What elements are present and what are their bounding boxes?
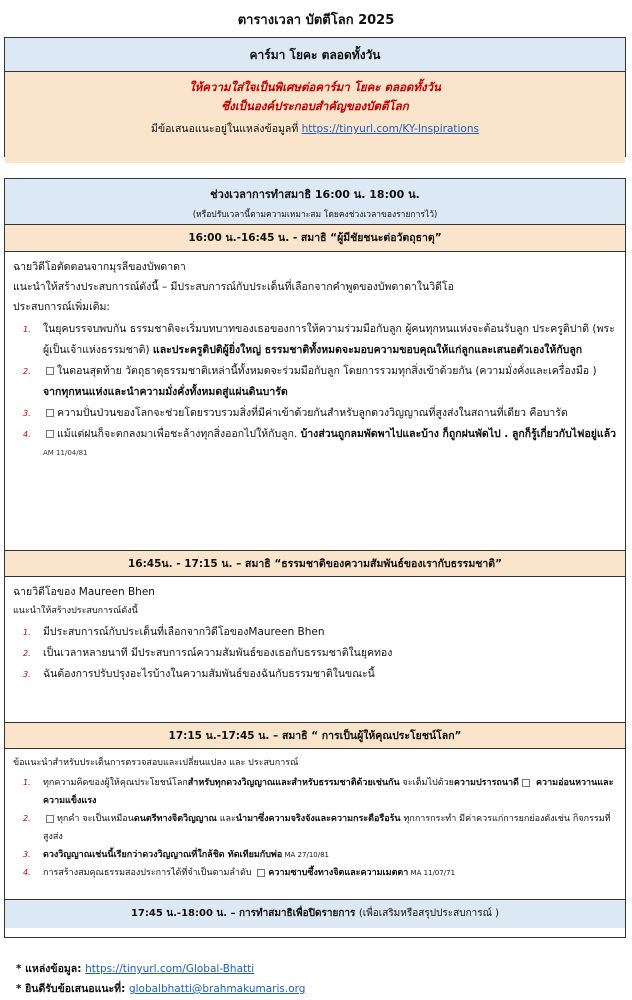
list-item: 2. เป็นเวลาหลายนาที มีประสบการณ์ความสัมพันธ์ของเธอกับธรรมชาติในยุคทอง	[23, 647, 393, 659]
list-item: 2. ทุกคำ จะเป็นเหมือนดนตรีทางจิตวิญญาณ และนำมาซึ่งความจริงจังและความกระตือรือร้น ทุกการกระทำ มีค่าควรแก่การยกย่องดังเช่น กิจกรรมที่สูงส่ง	[23, 814, 611, 842]
list-item: 4. แม้แต่ฝนก็จะตกลงมาเพื่อชะล้างทุกสิ่งออกไปให้กับลูก. บ้างส่วนถูกลมพัดพาไปและบ้าง ก็ถูกฝนพัดไป . ลูกก็รู้เกี่ยวกับไฟอยู่แล้ว	[23, 428, 617, 440]
section-1-note: AM 11/04/81	[43, 449, 88, 457]
footer-sources	[16, 960, 254, 977]
checkbox-icon	[46, 409, 54, 417]
checkbox-icon	[257, 869, 265, 877]
source-label: มีข้อเสนอแนะอยู่ในแหล่งข้อมูลที่	[151, 123, 299, 135]
list-item: 2. ในตอนสุดท้าย วัตถุธาตุธรรมชาติเหล่านี้ทั้งหมดจะร่วมมือกับลูก โดยการรวมทุกสิ่งเข้าด้วยกัน (ความมั่งคั่งและเครื่องมือ ) จากทุกหนแห่งและนำความมั่งคั่งทั้งหมดสู่แผ่นดินบารัต	[23, 365, 597, 398]
list-item: 3. ดวงวิญญาณเช่นนี้เรียกว่าดวงวิญญาณที่ใกล้ชิด ทัดเทียมกับพ่อ MA 27/10/81	[23, 850, 329, 860]
karma-yoga-body	[5, 72, 625, 163]
checkbox-icon	[46, 430, 54, 438]
section-1-body	[5, 252, 625, 550]
checkbox-icon	[46, 815, 54, 823]
page-title: ตารางเวลา บัตตีโลก 2025	[237, 13, 395, 28]
closing-session	[5, 899, 625, 928]
ky-inspirations-link[interactable]: https://tinyurl.com/KY-Inspirations	[301, 123, 479, 135]
closing-note: (เพื่อเสริมหรือสรุปประสบการณ์ )	[358, 908, 500, 919]
section-1-intro-3: ประสบการณ์เพิ่มเติม:	[13, 301, 110, 313]
closing-title: 17:45 น.-18:00 น. – การทำสมาธิเพื่อปิดรายการ	[130, 908, 356, 919]
section-2-intro-1: ฉายวิดีโอของ Maureen Bhen	[13, 586, 155, 598]
feedback-email-link[interactable]: globalbhatti@brahmakumaris.org	[128, 983, 306, 995]
section-3-list	[13, 774, 617, 882]
section-1-intro-2: แนะนำให้สร้างประสบการณ์ดังนี้ – มีประสบการณ์กับประเด็นที่เลือกจากคำพูดของบัพดาดาในวิดีโอ	[13, 281, 454, 293]
section-1-intro-1: ฉายวิดีโอตัดตอนจากมุรลีของบัพดาดา	[13, 261, 186, 273]
source-line	[5, 120, 625, 137]
list-item: 4. การสร้างสมคุณธรรมสองประการได้ที่จำเป็นตามลำดับ ความซาบซึ้งทางจิตและความเมตตา MA 11/07/71	[23, 868, 456, 878]
focus-line-1: ให้ความใส่ใจเป็นพิเศษต่อคาร์มา โยคะ ตลอดทั้งวัน	[189, 80, 441, 94]
list-item: 1. มีประสบการณ์กับประเด็นที่เลือกจากวิดีโอของMaureen Bhen	[23, 626, 325, 638]
section-1-header: 16:00 น.-16:45 น. - สมาธิ “ผู้มีชัยชนะต่อวัตถุธาตุ”	[5, 225, 625, 252]
footer-feedback	[16, 980, 305, 997]
focus-line-2: ซึ่งเป็นองค์ประกอบสำคัญของบัตตีโลก	[221, 99, 409, 113]
list-item: 1. ทุกความคิดของผู้ให้คุณประโยชน์โลกสำหรับทุกดวงวิญญาณและสำหรับธรรมชาติด้วยเช่นกัน จะเต็มไปด้วยความปรารถนาดี ความอ่อนหวานและความแข็งแรง	[23, 778, 614, 806]
section-1-list	[13, 319, 617, 445]
meditation-schedule-box	[4, 178, 626, 938]
karma-yoga-box	[4, 37, 626, 157]
global-bhatti-link[interactable]: https://tinyurl.com/Global-Bhatti	[85, 963, 255, 975]
list-item: 3. ฉันต้องการปรับปรุงอะไรบ้างในความสัมพันธ์ของฉันกับธรรมชาติในขณะนี้	[23, 668, 375, 680]
list-item: 3. ความปั่นป่วนของโลกจะช่วยโดยรวบรวมสิ่งที่มีค่าเข้าด้วยกันสำหรับลูกดวงวิญญาณที่สูงส่งในสถานที่เดียว คือบารัต	[23, 407, 568, 419]
meditation-time-title: ช่วงเวลาการทำสมาธิ 16:00 น. 18:00 น.	[210, 188, 420, 201]
checkbox-icon	[522, 779, 530, 787]
footer-sources-label: * แหล่งข้อมูล:	[16, 963, 82, 975]
list-item: 1. ในยุคบรรจบพบกัน ธรรมชาติจะเริ่มบทบาทของเธอของการให้ความร่วมมือกับลูก ผู้คนทุกหนแห่งจะต้อนรับลูก ประครูติปาติ (พระผู้เป็นเจ้าแห่งธรรมชาติ) และประครูติปติผู้ยิ่งใหญ่ ธรรมชาติทั้งหมดจะมอบความขอบคุณให้แก่ลูกและเสนอตัวเองให้กับลูก	[23, 323, 615, 356]
footer-feedback-label: * ยินดีรับข้อเสนอแนะที่:	[16, 983, 126, 995]
section-2-list	[13, 622, 617, 685]
checkbox-icon	[46, 367, 54, 375]
section-3-intro-1: ข้อแนะนำสำหรับประเด็นการตรวจสอบและเปลี่ยนแปลง และ ประสบการณ์	[13, 758, 299, 768]
section-2-intro-2: แนะนำให้สร้างประสบการณ์ดังนี้	[13, 606, 138, 616]
section-2-body	[5, 577, 625, 722]
meditation-time-header	[5, 179, 625, 225]
section-2-header: 16:45น. - 17:15 น. – สมาธิ “ธรรมชาติของความสัมพันธ์ของเรากับธรรมชาติ”	[5, 550, 625, 577]
karma-yoga-header: คาร์มา โยคะ ตลอดทั้งวัน	[5, 38, 625, 72]
meditation-time-subtitle: (หรือปรับเวลานี้ตามความเหมาะสม โดยคงช่วงเวลาของรายการไว้)	[192, 210, 438, 220]
section-3-header: 17:15 น.-17:45 น. – สมาธิ “ การเป็นผู้ให้คุณประโยชน์โลก”	[5, 722, 625, 749]
section-3-body	[5, 749, 625, 899]
